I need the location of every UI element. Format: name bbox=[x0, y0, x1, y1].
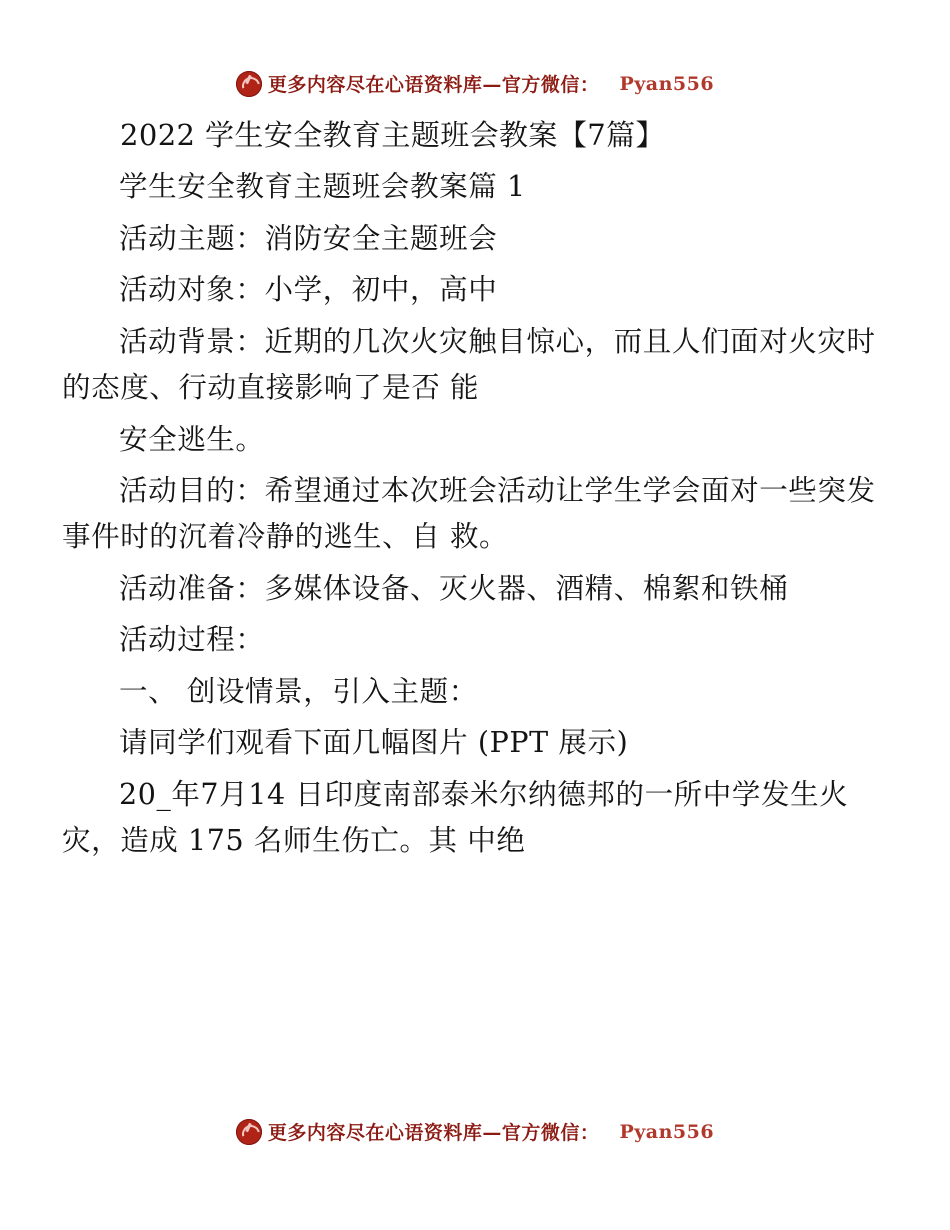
document-paragraph: 活动对象：小学，初中，高中 bbox=[119, 273, 498, 307]
document-paragraph: 活动准备：多媒体设备、灭火器、酒精、棉絮和铁桶 bbox=[119, 571, 789, 605]
watermark-banner-bottom bbox=[0, 1118, 950, 1145]
watermark-banner-top bbox=[0, 70, 950, 97]
watermark-text: 更多内容尽在心语资料库—官方微信： bbox=[267, 74, 600, 96]
document-paragraph: 活动背景：近期的几次火灾触目惊心，而且人们面对火灾时的态度、行动直接影响了是否 能 bbox=[62, 324, 876, 405]
watermark-account: Pyan556 bbox=[619, 1120, 715, 1143]
watermark-account: Pyan556 bbox=[619, 72, 715, 95]
seal-flame-icon bbox=[236, 71, 262, 97]
document-paragraph: 活动目的：希望通过本次班会活动让学生学会面对一些突发事件时的沉着冷静的逃生、自 救。 bbox=[62, 473, 876, 554]
watermark-text: 更多内容尽在心语资料库—官方微信： bbox=[267, 1122, 600, 1144]
document-paragraph: 20_年7月14 日印度南部泰米尔纳德邦的一所中学发生火灾，造成 175 名师生伤亡。其 中绝 bbox=[62, 777, 849, 858]
document-paragraph: 安全逃生。 bbox=[119, 422, 265, 456]
document-paragraph: 请同学们观看下面几幅图片 (PPT 展示) bbox=[119, 726, 629, 760]
document-title: 2022 学生安全教育主题班会教案【7篇】 bbox=[120, 118, 665, 152]
document-paragraph: 一、 创设情景，引入主题： bbox=[119, 674, 478, 708]
document-body bbox=[62, 112, 892, 870]
seal-flame-icon bbox=[236, 1119, 262, 1145]
document-paragraph: 学生安全教育主题班会教案篇 1 bbox=[119, 170, 526, 204]
document-paragraph: 活动过程： bbox=[119, 623, 265, 657]
document-paragraph: 活动主题：消防安全主题班会 bbox=[119, 221, 498, 255]
